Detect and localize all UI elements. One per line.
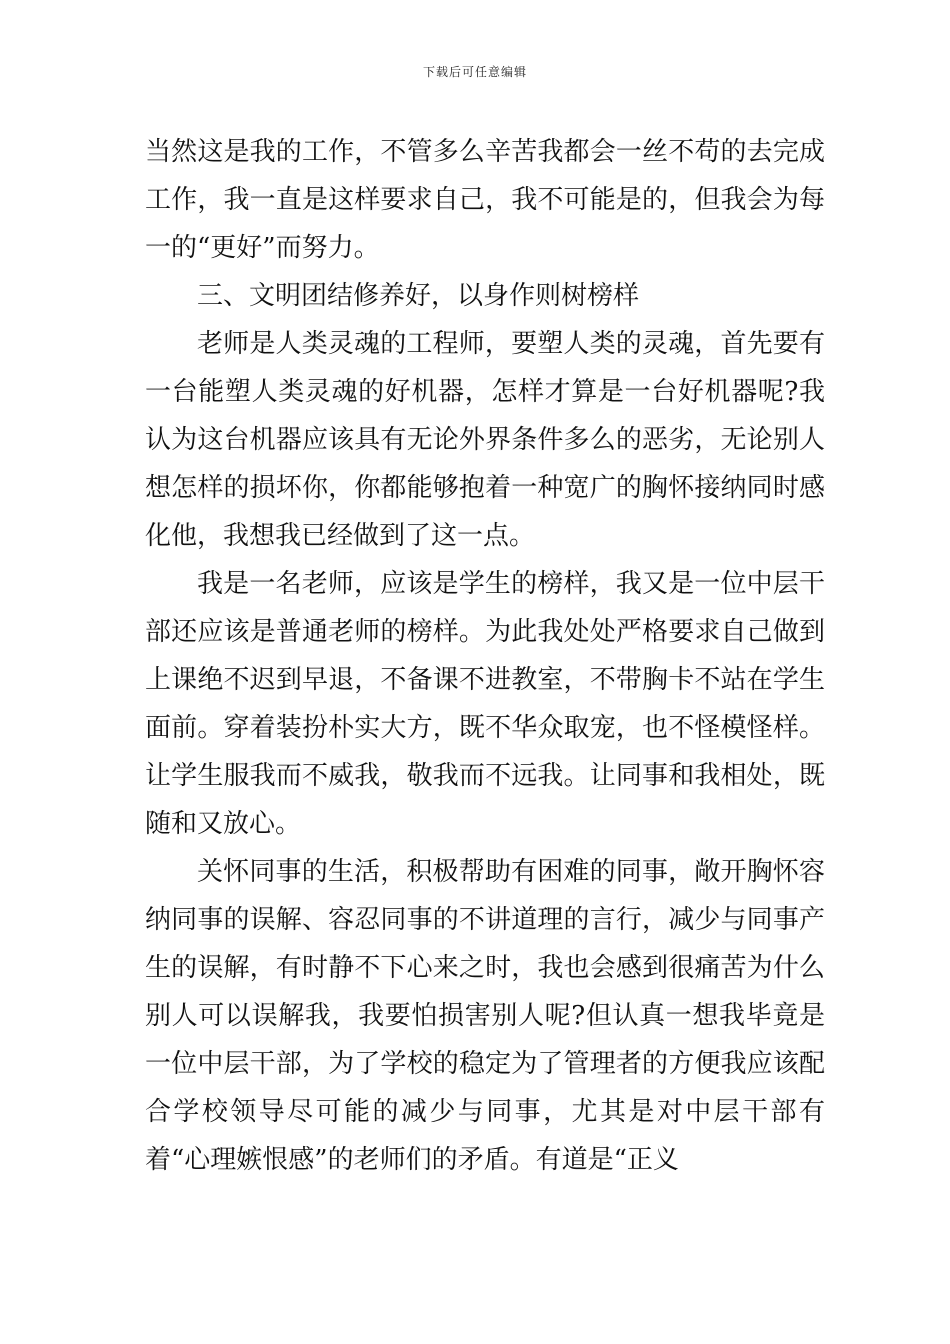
page-header-note: 下载后可任意编辑 [422, 65, 527, 79]
paragraph-4: 关怀同事的生活，积极帮助有困难的同事，敞开胸怀容纳同事的误解、容忍同事的不讲道理的言行，减少与同事产生的误解，有时静不下心来之时，我也会感到很痛苦为什么别人可以误解我，我要怕损害别人呢?但认真一想我毕竟是一位中层干部，为了学校的稳定为了管理者的方便我应该配合学校领导尽可能的减少与同事，尤其是对中层干部有着“心理嫉恨感”的老师们的矛盾。有道是“正义 [145, 857, 825, 1175]
section-heading-3: 三、文明团结修养好，以身作则树榜样 [197, 281, 640, 311]
document-body-viewport [0, 128, 950, 1224]
paragraph-2: 老师是人类灵魂的工程师，要塑人类的灵魂，首先要有一台能塑人类灵魂的好机器，怎样才算是一台好机器呢?我认为这台机器应该具有无论外界条件多么的恶劣，无论别人想怎样的损坏你，你都能够抱着一种宽广的胸怀接纳同时感化他，我想我已经做到了这一点。 [145, 329, 825, 551]
paragraph-1: 当然这是我的工作，不管多么辛苦我都会一丝不苟的去完成工作，我一直是这样要求自己，我不可能是的，但我会为每一的“更好”而努力。 [145, 137, 825, 263]
paragraph-3: 我是一名老师，应该是学生的榜样，我又是一位中层干部还应该是普通老师的榜样。为此我处处严格要求自己做到上课绝不迟到早退，不备课不进教室，不带胸卡不站在学生面前。穿着装扮朴实大方，既不华众取宠，也不怪模怪样。让学生服我而不威我，敬我而不远我。让同事和我相处，既随和又放心。 [145, 569, 825, 839]
document-body [145, 128, 825, 1184]
